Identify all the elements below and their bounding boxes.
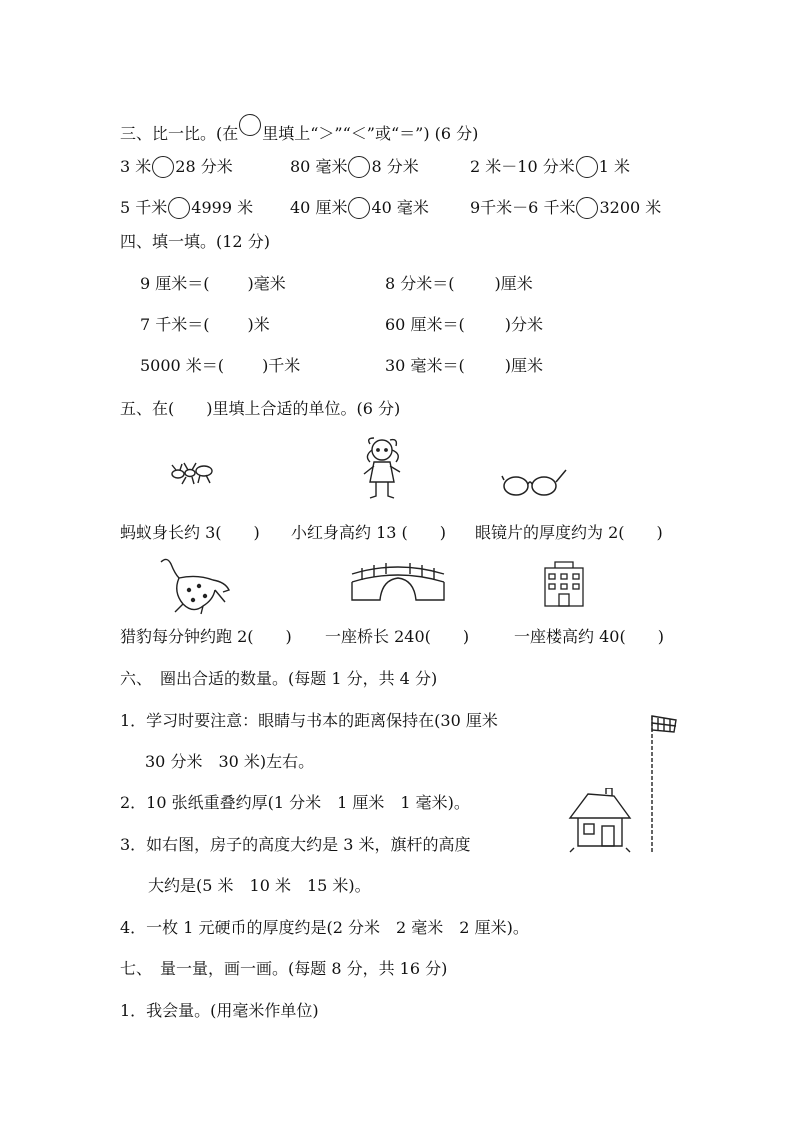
unit-item: 眼镜片的厚度约为 2( ) [475,523,663,542]
house-picture [566,788,634,854]
compare-circle [239,114,261,136]
question-text: 1．我会量。(用毫米作单位) [120,1001,319,1020]
section-5-title: 五、在( )里填上合适的单位。(6 分) [120,399,401,418]
compare-item: 9千米－6 千米 3200 米 [470,198,662,217]
question-text: 3．如右图，房子的高度大约是 3 米，旗杆的高度 [120,835,471,854]
compare-circle [576,197,598,219]
fill-item: 30 毫米＝( )厘米 [385,356,543,375]
ant-picture [170,460,218,486]
unit-item: 一座楼高约 40( ) [514,627,664,646]
compare-item: 3 米 28 分米 [120,157,233,176]
section-6-title: 六、 圈出合适的数量。(每题 1 分，共 4 分) [120,669,438,688]
compare-item: 40 厘米 40 毫米 [290,198,429,217]
cheetah-picture [153,556,233,616]
flagpole-picture [646,712,680,856]
unit-item: 蚂蚁身长约 3( ) [120,523,260,542]
question-text: 4．一枚 1 元硬币的厚度约是(2 分米 2 毫米 2 厘米)。 [120,918,529,937]
question-text: 2．10 张纸重叠约厚(1 分米 1 厘米 1 毫米)。 [120,793,470,812]
compare-circle [348,156,370,178]
glasses-picture [500,466,570,498]
unit-item: 猎豹每分钟约跑 2( ) [120,627,292,646]
section-7-title: 七、 量一量，画一画。(每题 8 分，共 16 分) [120,959,448,978]
compare-circle [152,156,174,178]
compare-item: 2 米－10 分米 1 米 [470,157,630,176]
building-picture [541,558,587,608]
fill-item: 8 分米＝( )厘米 [385,274,533,293]
compare-circle [168,197,190,219]
compare-item: 5 千米 4999 米 [120,198,254,217]
fill-item: 5000 米＝( )千米 [140,356,301,375]
question-text: 大约是(5 米 10 米 15 米)。 [148,876,371,895]
question-text: 30 分米 30 米)左右。 [145,752,315,771]
fill-item: 7 千米＝( )米 [140,315,270,334]
question-text: 1．学习时要注意：眼睛与书本的距离保持在(30 厘米 [120,711,498,730]
unit-item: 一座桥长 240( ) [325,627,470,646]
unit-item: 小红身高约 13 ( ) [291,523,447,542]
compare-circle [576,156,598,178]
girl-picture [360,436,406,502]
compare-circle [348,197,370,219]
fill-item: 9 厘米＝( )毫米 [140,274,286,293]
bridge-picture [350,560,446,602]
compare-item: 80 毫米 8 分米 [290,157,419,176]
fill-item: 60 厘米＝( )分米 [385,315,543,334]
section-3-title: 三、比一比。(在 里填上“＞”“＜”或“＝”) (6 分) [120,114,478,144]
section-4-title: 四、填一填。(12 分) [120,232,270,251]
